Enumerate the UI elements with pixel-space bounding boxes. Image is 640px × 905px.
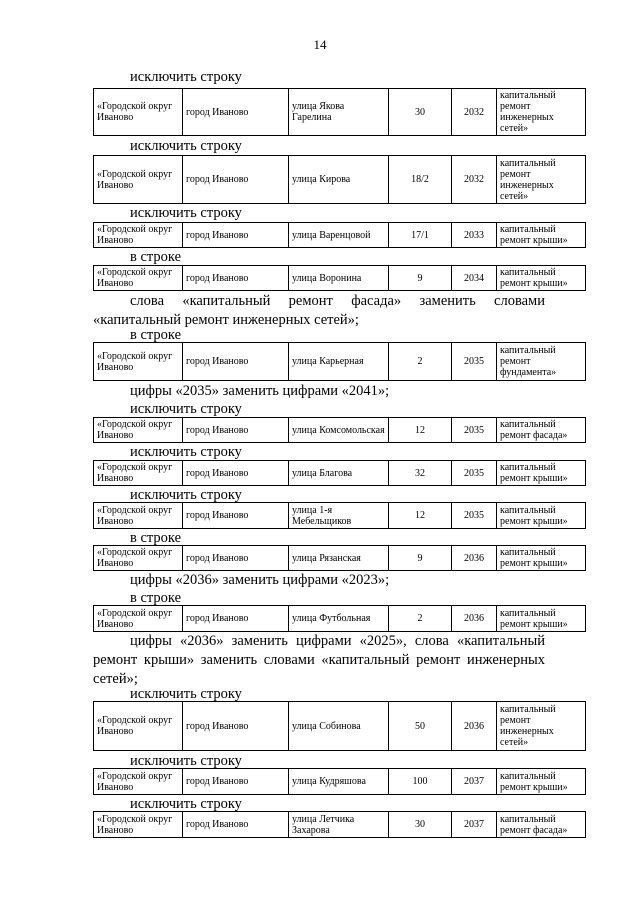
cell-work-type: капитальный ремонт инженерных сетей»	[497, 702, 586, 751]
table-row	[93, 155, 586, 204]
table-row	[93, 265, 586, 291]
instruction-exclude-row: исключить строку	[130, 205, 242, 221]
table-row	[93, 605, 586, 632]
cell-municipality: «Городской округ Иваново	[94, 343, 183, 381]
instruction-exclude-row: исключить строку	[130, 138, 242, 154]
instruction-in-row: в строке	[130, 327, 182, 343]
cell-street: улица Карьерная	[289, 343, 389, 381]
cell-year: 2036	[452, 702, 497, 751]
cell-house-number: 2	[389, 343, 452, 381]
table-row	[93, 502, 586, 529]
cell-year: 2035	[452, 343, 497, 381]
cell-municipality: «Городской округ Иваново	[94, 461, 183, 486]
cell-city: город Иваново	[183, 461, 289, 486]
cell-street: улица Летчика Захарова	[289, 812, 389, 838]
cell-year: 2033	[452, 223, 497, 248]
cell-year: 2035	[452, 461, 497, 486]
cell-street: улица 1-я Мебельщиков	[289, 503, 389, 529]
cell-street: улица Благова	[289, 461, 389, 486]
cell-work-type: капитальный ремонт фасада»	[497, 812, 586, 838]
cell-house-number: 18/2	[389, 156, 452, 204]
cell-year: 2035	[452, 503, 497, 529]
cell-house-number: 12	[389, 418, 452, 443]
cell-municipality: «Городской округ Иваново	[94, 223, 183, 248]
cell-year: 2032	[452, 89, 497, 136]
cell-house-number: 30	[389, 89, 452, 136]
cell-street: улица Футбольная	[289, 606, 389, 632]
cell-house-number: 9	[389, 266, 452, 291]
cell-work-type: капитальный ремонт крыши»	[497, 769, 586, 795]
cell-street: улица Комсомольская	[289, 418, 389, 443]
instruction-exclude-row: исключить строку	[130, 444, 242, 460]
cell-municipality: «Городской округ Иваново	[94, 702, 183, 751]
cell-work-type: капитальный ремонт крыши»	[497, 223, 586, 248]
cell-street: улица Кирова	[289, 156, 389, 204]
table-row	[93, 768, 586, 795]
cell-city: город Иваново	[183, 769, 289, 795]
cell-city: город Иваново	[183, 812, 289, 838]
cell-city: город Иваново	[183, 418, 289, 443]
cell-street: улица Варенцовой	[289, 223, 389, 248]
cell-municipality: «Городской округ Иваново	[94, 606, 183, 632]
cell-street: улица Кудряшова	[289, 769, 389, 795]
cell-city: город Иваново	[183, 223, 289, 248]
cell-work-type: капитальный ремонт инженерных сетей»	[497, 156, 586, 204]
amendment-paragraph: цифры «2036» заменить цифрами «2023»;	[130, 572, 390, 588]
cell-city: город Иваново	[183, 343, 289, 381]
instruction-exclude-row: исключить строку	[130, 69, 242, 85]
table-row	[93, 811, 586, 838]
cell-municipality: «Городской округ Иваново	[94, 503, 183, 529]
cell-municipality: «Городской округ Иваново	[94, 418, 183, 443]
cell-city: город Иваново	[183, 266, 289, 291]
cell-city: город Иваново	[183, 606, 289, 632]
amendment-paragraph: слова «капитальный ремонт фасада» заменить словами «капитальный ремонт инженерных сетей»;	[93, 293, 545, 328]
cell-work-type: капитальный ремонт крыши»	[497, 503, 586, 529]
cell-house-number: 12	[389, 503, 452, 529]
cell-house-number: 17/1	[389, 223, 452, 248]
cell-municipality: «Городской округ Иваново	[94, 266, 183, 291]
cell-house-number: 100	[389, 769, 452, 795]
cell-year: 2037	[452, 769, 497, 795]
table-row	[93, 417, 586, 443]
cell-street: улица Рязанская	[289, 546, 389, 571]
table-row	[93, 701, 586, 751]
cell-street: улица Воронина	[289, 266, 389, 291]
amendment-paragraph: цифры «2035» заменить цифрами «2041»;	[130, 383, 390, 399]
instruction-exclude-row: исключить строку	[130, 796, 242, 812]
cell-work-type: капитальный ремонт инженерных сетей»	[497, 89, 586, 136]
cell-street: улица Якова Гарелина	[289, 89, 389, 136]
cell-city: город Иваново	[183, 702, 289, 751]
instruction-exclude-row: исключить строку	[130, 401, 242, 417]
cell-municipality: «Городской округ Иваново	[94, 89, 183, 136]
cell-street: улица Собинова	[289, 702, 389, 751]
cell-municipality: «Городской округ Иваново	[94, 769, 183, 795]
cell-work-type: капитальный ремонт крыши»	[497, 546, 586, 571]
instruction-in-row: в строке	[130, 590, 182, 606]
page-number: 14	[313, 37, 327, 52]
cell-municipality: «Городской округ Иваново	[94, 546, 183, 571]
cell-house-number: 9	[389, 546, 452, 571]
cell-city: город Иваново	[183, 89, 289, 136]
cell-house-number: 2	[389, 606, 452, 632]
cell-year: 2036	[452, 606, 497, 632]
table-row	[93, 88, 586, 136]
table-row	[93, 460, 586, 486]
cell-work-type: капитальный ремонт фасада»	[497, 418, 586, 443]
cell-work-type: капитальный ремонт крыши»	[497, 461, 586, 486]
cell-year: 2037	[452, 812, 497, 838]
cell-work-type: капитальный ремонт крыши»	[497, 266, 586, 291]
cell-work-type: капитальный ремонт крыши»	[497, 606, 586, 632]
instruction-in-row: в строке	[130, 530, 182, 546]
cell-year: 2032	[452, 156, 497, 204]
cell-year: 2036	[452, 546, 497, 571]
table-row	[93, 545, 586, 571]
cell-year: 2035	[452, 418, 497, 443]
table-row	[93, 222, 586, 248]
instruction-exclude-row: исключить строку	[130, 686, 242, 702]
cell-city: город Иваново	[183, 156, 289, 204]
cell-municipality: «Городской округ Иваново	[94, 812, 183, 838]
instruction-exclude-row: исключить строку	[130, 753, 242, 769]
cell-city: город Иваново	[183, 503, 289, 529]
amendment-paragraph: цифры «2036» заменить цифрами «2025», слова «капитальный ремонт крыши» заменить словами «капитальный ремонт инженерных сетей»;	[93, 633, 545, 687]
cell-house-number: 50	[389, 702, 452, 751]
cell-municipality: «Городской округ Иваново	[94, 156, 183, 204]
cell-house-number: 32	[389, 461, 452, 486]
cell-year: 2034	[452, 266, 497, 291]
instruction-in-row: в строке	[130, 249, 182, 265]
instruction-exclude-row: исключить строку	[130, 487, 242, 503]
cell-work-type: капитальный ремонт фундамента»	[497, 343, 586, 381]
cell-house-number: 30	[389, 812, 452, 838]
cell-city: город Иваново	[183, 546, 289, 571]
table-row	[93, 342, 586, 381]
